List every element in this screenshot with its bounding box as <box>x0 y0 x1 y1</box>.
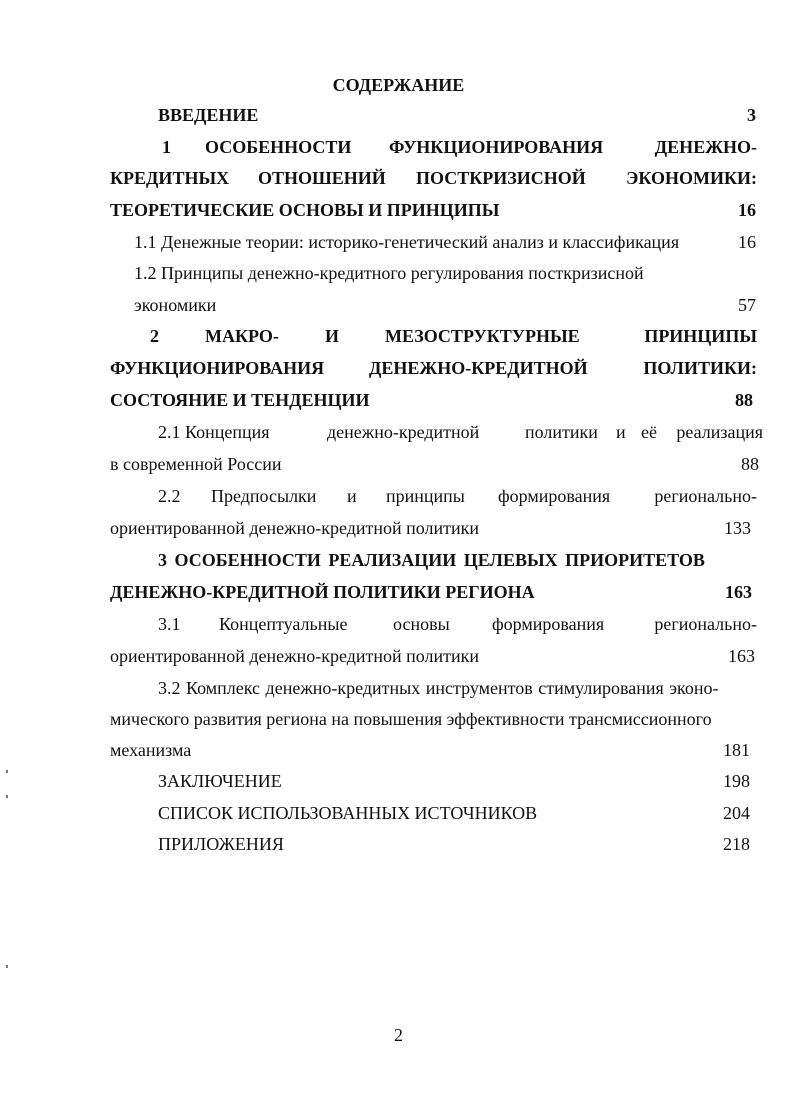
toc-word: основы <box>393 614 450 634</box>
toc-page-number: 218 <box>723 834 750 854</box>
toc-word: формирования <box>498 486 611 506</box>
toc-entry-title: ТЕОРЕТИЧЕСКИЕ ОСНОВЫ И ПРИНЦИПЫ <box>110 200 500 220</box>
toc-page-number: 204 <box>723 803 750 823</box>
toc-word: ПОЛИТИКИ: <box>643 358 757 378</box>
toc-word: И <box>325 326 340 346</box>
scan-speck <box>6 795 8 798</box>
toc-page-number: 133 <box>724 518 751 538</box>
toc-page-number: 88 <box>741 454 759 474</box>
toc-chapter-1-line-3[interactable] <box>0 195 797 225</box>
toc-entry-sources[interactable] <box>0 798 797 828</box>
toc-entry-title: 1.2 Принципы денежно-кредитного регулирования посткризисной <box>134 263 644 283</box>
toc-chapter-2-line-1[interactable] <box>0 321 797 351</box>
scan-speck <box>6 965 8 968</box>
toc-page-number: 16 <box>738 232 756 252</box>
toc-word: реализация <box>676 422 763 442</box>
toc-word: её <box>641 422 657 442</box>
toc-word: МЕЗОСТРУКТУРНЫЕ <box>385 326 580 346</box>
toc-word: 2.2 <box>158 486 181 506</box>
toc-section-3-1-line-1[interactable] <box>0 609 797 639</box>
page-title: СОДЕРЖАНИЕ <box>332 75 465 95</box>
toc-word: регионально- <box>654 486 757 506</box>
toc-word: 2.1 Концепция <box>158 422 270 442</box>
toc-word: ОСОБЕННОСТИ <box>205 137 352 157</box>
toc-entry-title: ЗАКЛЮЧЕНИЕ <box>158 771 282 791</box>
toc-word: денежно-кредитной <box>327 422 480 442</box>
toc-word: Предпосылки <box>211 486 317 506</box>
toc-word: регионально- <box>654 614 757 634</box>
toc-section-2-1-line-2[interactable] <box>0 449 797 479</box>
toc-page-number: 3 <box>747 105 756 125</box>
toc-chapter-3-line-2[interactable] <box>0 577 797 607</box>
toc-section-2-1-line-1[interactable] <box>0 417 797 447</box>
toc-entry-title: СОСТОЯНИЕ И ТЕНДЕНЦИИ <box>110 390 370 410</box>
toc-word: ФУНКЦИОНИРОВАНИЯ <box>389 137 604 157</box>
toc-chapter-2-line-3[interactable] <box>0 385 797 415</box>
toc-page-number: 198 <box>723 771 750 791</box>
toc-entry-title: ДЕНЕЖНО-КРЕДИТНОЙ ПОЛИТИКИ РЕГИОНА <box>110 582 535 602</box>
toc-entry-title: ориентированной денежно-кредитной политики <box>110 646 480 666</box>
toc-section-2-2-line-1[interactable] <box>0 481 797 511</box>
toc-page-number: 163 <box>725 582 752 602</box>
toc-entry-title: 3.2 Комплекс денежно-кредитных инструментов стимулирования эконо- <box>158 678 719 698</box>
toc-word: ПРИНЦИПЫ <box>644 326 757 346</box>
toc-chapter-1-line-1[interactable] <box>0 132 797 162</box>
toc-entry-title: ПРИЛОЖЕНИЯ <box>158 834 284 854</box>
scan-speck <box>6 770 8 773</box>
toc-entry-title: 3 ОСОБЕННОСТИ РЕАЛИЗАЦИИ ЦЕЛЕВЫХ ПРИОРИТЕТОВ <box>158 550 705 570</box>
toc-word: ДЕНЕЖНО-КРЕДИТНОЙ <box>369 358 588 378</box>
toc-section-3-1-line-2[interactable] <box>0 641 797 671</box>
toc-word: ФУНКЦИОНИРОВАНИЯ <box>110 358 325 378</box>
toc-page-number: 57 <box>738 295 756 315</box>
toc-word: ОТНОШЕНИЙ <box>258 168 386 188</box>
toc-word: Концептуальные <box>219 614 348 634</box>
toc-word: политики <box>525 422 598 442</box>
toc-chapter-2-line-2[interactable] <box>0 353 797 383</box>
toc-section-1-2-line-2[interactable] <box>0 290 797 320</box>
toc-entry-title: в современной России <box>110 454 282 474</box>
toc-chapter-1-line-2[interactable] <box>0 163 797 193</box>
toc-page-number: 16 <box>738 200 756 220</box>
toc-word: ЭКОНОМИКИ: <box>626 168 757 188</box>
toc-entry-title: ориентированной денежно-кредитной политики <box>110 518 480 538</box>
toc-entry-title: 1.1 Денежные теории: историко-генетический анализ и классификация <box>134 232 680 252</box>
toc-entry-appendix[interactable] <box>0 829 797 859</box>
toc-word: КРЕДИТНЫХ <box>110 168 230 188</box>
toc-section-1-1[interactable] <box>0 227 797 257</box>
toc-entry-conclusion[interactable] <box>0 766 797 796</box>
toc-section-3-2-line-2[interactable] <box>0 704 797 734</box>
toc-page-number: 181 <box>723 740 750 760</box>
toc-page-number: 88 <box>735 390 753 410</box>
toc-word: и <box>616 422 626 442</box>
toc-section-3-2-line-1[interactable] <box>0 673 797 703</box>
toc-word: ДЕНЕЖНО- <box>654 137 757 157</box>
toc-page-number: 163 <box>728 646 755 666</box>
toc-word: формирования <box>492 614 605 634</box>
toc-entry-title: ВВЕДЕНИЕ <box>158 105 259 125</box>
toc-word: МАКРО- <box>205 326 279 346</box>
toc-section-2-2-line-2[interactable] <box>0 513 797 543</box>
toc-word: принципы <box>386 486 465 506</box>
toc-entry-title: механизма <box>110 740 192 760</box>
toc-word: 2 <box>150 326 159 346</box>
toc-chapter-3-line-1[interactable] <box>0 545 797 575</box>
toc-word: и <box>347 486 357 506</box>
toc-word: 3.1 <box>158 614 181 634</box>
toc-entry-title: экономики <box>134 295 217 315</box>
toc-entry-intro[interactable] <box>0 100 797 130</box>
toc-word: 1 <box>162 137 171 157</box>
toc-section-1-2-line-1[interactable] <box>0 258 797 288</box>
toc-entry-title: мического развития региона на повышения эффективности трансмиссионного <box>110 709 712 729</box>
toc-entry-title: СПИСОК ИСПОЛЬЗОВАННЫХ ИСТОЧНИКОВ <box>158 803 538 823</box>
page-number: 2 <box>394 1025 403 1045</box>
toc-word: ПОСТКРИЗИСНОЙ <box>416 168 586 188</box>
toc-section-3-2-line-3[interactable] <box>0 735 797 765</box>
